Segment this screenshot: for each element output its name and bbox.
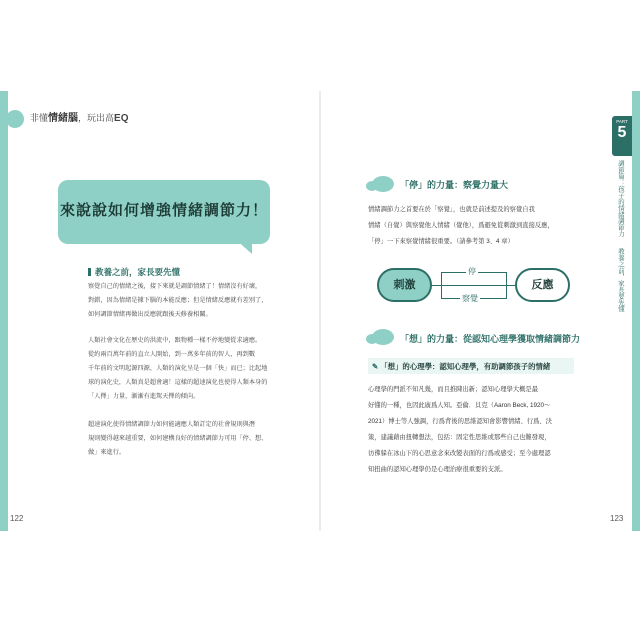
text-line: 彷彿躲在冰山下的心思意念來改變表面的行爲或感受；至今處理認 (368, 450, 551, 457)
header-eq: EQ (114, 113, 129, 124)
text-line: 千年前的文明起源四源，人類的演化呈是一個「快」而已；比起地 (88, 365, 268, 372)
text-line: 2021）博士等人強調，行爲背後的思維認知會影響情緒、行爲、決 (368, 418, 553, 425)
header-prefix: 非懂 (30, 113, 49, 123)
speech-bubble-tail (234, 238, 252, 254)
text-line: 「停」一下來察覺情緒很重要。（請參考第 3、4 章） (368, 238, 514, 245)
paragraph-2 (88, 334, 294, 404)
cloud-puff-icon-2 (366, 334, 378, 344)
text-line: 心理學的門派不知凡幾，而且推陳出新；認知心理學大概是最 (368, 386, 539, 393)
paragraph-3 (88, 418, 294, 460)
subheading (372, 361, 550, 372)
text-line: 如何調節情緒再做出反應就跟後天修養相關。 (88, 311, 212, 318)
text-line: 人類社會文化在歷史的洪流中，跟物種一樣不停地變從求適應。 (88, 337, 262, 344)
section1-paragraph (368, 202, 573, 250)
text-line: 情緒調節力之首要在於「察覺」，也就是前述提及的察覺自我 (368, 206, 535, 213)
text-line: 做」來進行。 (88, 449, 126, 456)
pencil-icon: ✎ (372, 362, 381, 371)
running-header (30, 109, 128, 124)
side-section-title: 教養之前，家長要先懂 (617, 248, 624, 312)
subheading-text: 「想」的心理學：認知心理學，有助調節孩子的情緒 (380, 362, 551, 371)
part-tab (612, 116, 632, 156)
text-line: 好懂的一種，也因此廣爲人知。亞倫．貝克（Aaron Beck, 1920～ (368, 402, 551, 409)
section2-paragraph (368, 382, 573, 478)
gutter (319, 91, 321, 531)
text-line: 規則變得越來越重要，如何建構良好的情緒調節力可用「停、想、 (88, 435, 268, 442)
side-chapter-title: 調節篇：孩子的情緒調節力 (617, 160, 624, 237)
part-number: 5 (617, 124, 627, 141)
diagram-bracket-left (441, 272, 442, 299)
heading-bar-icon (88, 268, 91, 276)
page-number-right: 123 (610, 514, 624, 523)
diagram-stimulus: 刺激 (377, 268, 432, 302)
header-circle-icon (6, 110, 24, 128)
page-number-left: 122 (10, 514, 24, 523)
chapter-title: 來說說如何增強情緒調節力！ (59, 201, 268, 219)
diagram-label-aware: 察覺 (462, 294, 478, 303)
text-line: 從約兩百萬年前的直立人開始，到一萬多年前的智人，再到數 (88, 351, 256, 358)
text-line: 對錯，因為情緒是據下腦的本能反應；但是情緒反應就有差別了， (88, 297, 268, 304)
section-heading-text: 教養之前，家長要先懂 (95, 268, 181, 278)
diagram-response: 反應 (515, 268, 570, 302)
section-heading (88, 266, 180, 278)
diagram-connector (432, 285, 515, 286)
text-line: 球的演化史，人類真是超會適！這樣的超速演化也使得人類本身的 (88, 379, 268, 386)
left-page-edge (0, 91, 8, 531)
paragraph-1 (88, 280, 294, 322)
diagram-label-stop: 停 (468, 267, 476, 276)
section1-heading: 「停」的力量：察覺力量大 (400, 180, 509, 190)
text-line: 策，建議藉由扭轉想法，包括：固定性思維或那些自己也難發現， (368, 434, 551, 441)
text-line: 超速演化使得情緒調節力如何能適應人類訂定的社會規則與潛 (88, 421, 256, 428)
section2-heading: 「想」的力量：從認知心理學獲取情緒調節力 (400, 334, 581, 344)
text-line: 情緒（自覺）與察覺他人情緒（覺他），爲避免從刺激到直接反應， (368, 222, 554, 229)
header-title: 情緒腦 (48, 113, 79, 124)
text-line: 「人擇」力量，漸漸有進駕天擇的傾向。 (88, 393, 200, 400)
text-line: 知扭曲的認知心理學仍是心理治療很重要的支派。 (368, 466, 507, 473)
cloud-puff-icon (366, 181, 378, 191)
header-suffix: ，玩出高 (78, 113, 115, 123)
diagram-bracket-right (506, 272, 507, 299)
right-page-edge (632, 91, 640, 531)
part-label: PART (616, 119, 628, 124)
text-line: 察覺自己的情緒之後，接下來就是調節情緒了！情緒沒有好壞， (88, 283, 262, 290)
